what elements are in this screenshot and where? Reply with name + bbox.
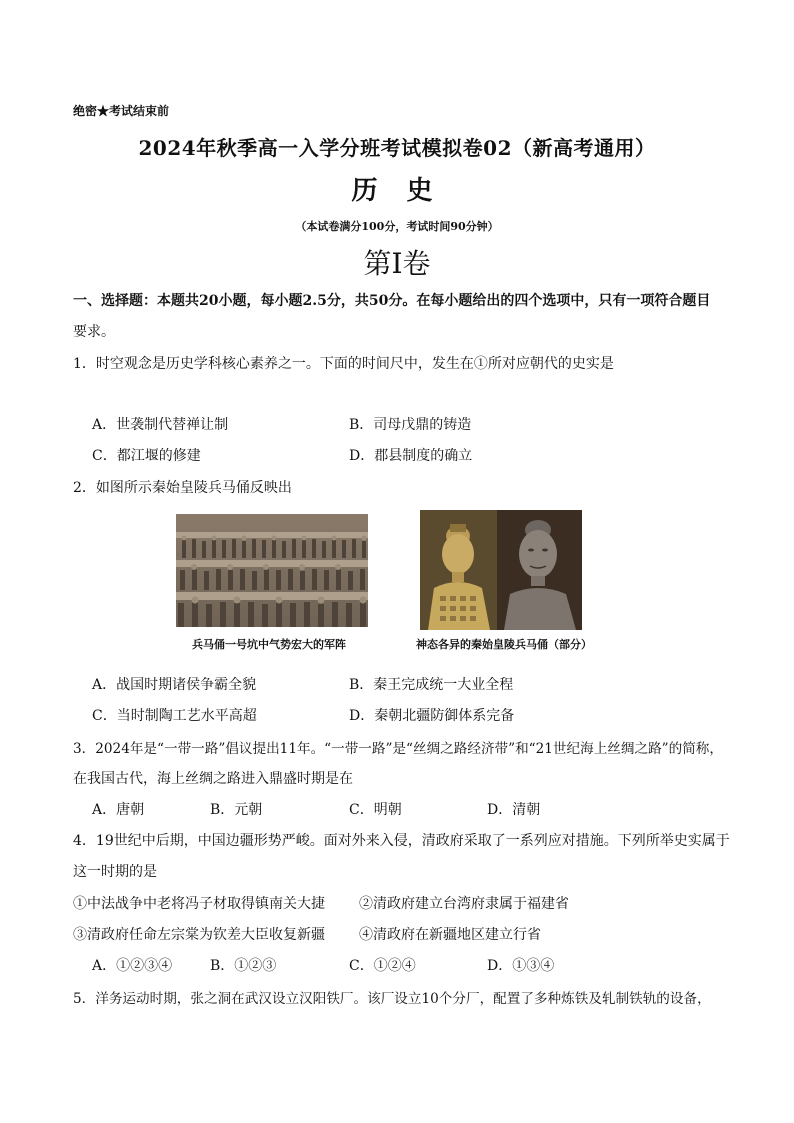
question-4-stem-line2: 这一时期的是	[73, 864, 157, 880]
question-5-stem-line1: 5．洋务运动时期，张之洞在武汉设立汉阳铁厂。该厂设立10个分厂，配置了多种炼铁及轧制铁轨的设备，	[73, 991, 711, 1007]
terracotta-warriors-photo	[420, 510, 582, 630]
q4-item-3: ③清政府任命左宗棠为钦差大臣收复新疆	[73, 927, 325, 943]
q2-caption-right: 神态各异的秦始皇陵兵马俑（部分）	[416, 638, 592, 651]
q1-option-a[interactable]: A．世袭制代替禅让制	[92, 417, 229, 433]
q3-option-d[interactable]: D．清朝	[487, 802, 541, 818]
q1-option-c[interactable]: C．都江堰的修建	[92, 448, 201, 464]
q3-option-c[interactable]: C．明朝	[349, 802, 402, 818]
q1-option-b[interactable]: B．司母戊鼎的铸造	[349, 417, 472, 433]
question-3-stem-line2: 在我国古代，海上丝绸之路进入鼎盛时期是在	[73, 771, 353, 787]
subject-title: 历 史	[351, 176, 443, 206]
section-heading-line1: 一、选择题：本题共20小题，每小题2.5分，共50分。在每小题给出的四个选项中，只有一项符合题目	[73, 293, 711, 309]
question-3-stem-line1: 3．2024年是“一带一路”倡议提出11年。“一带一路”是“丝绸之路经济带”和“21世纪海上丝绸之路”的简称，	[73, 741, 723, 757]
q3-option-a[interactable]: A．唐朝	[92, 802, 145, 818]
exam-note: （本试卷满分100分，考试时间90分钟）	[295, 220, 499, 233]
q4-item-2: ②清政府建立台湾府隶属于福建省	[359, 896, 569, 912]
q1-option-d[interactable]: D．郡县制度的确立	[349, 448, 473, 464]
q2-option-d[interactable]: D．秦朝北疆防御体系完备	[349, 708, 515, 724]
question-4-stem-line1: 4．19世纪中后期，中国边疆形势严峻。面对外来入侵，清政府采取了一系列应对措施。下列所举史实属于	[73, 833, 730, 849]
q4-item-1: ①中法战争中老将冯子材取得镇南关大捷	[73, 896, 325, 912]
q2-option-a[interactable]: A．战国时期诸侯争霸全貌	[92, 677, 257, 693]
q4-item-4: ④清政府在新疆地区建立行省	[359, 927, 541, 943]
question-2-stem: 2．如图所示秦始皇陵兵马俑反映出	[73, 480, 292, 496]
q2-option-c[interactable]: C．当时制陶工艺水平高超	[92, 708, 257, 724]
confidential-label: 绝密★考试结束前	[73, 104, 170, 118]
exam-title: 2024年秋季高一入学分班考试模拟卷02（新高考通用）	[138, 136, 656, 160]
q4-option-d[interactable]: D．①③④	[487, 958, 555, 974]
terracotta-army-pit-photo	[176, 514, 368, 627]
q2-caption-left: 兵马俑一号坑中气势宏大的军阵	[192, 638, 346, 651]
q3-option-b[interactable]: B．元朝	[210, 802, 263, 818]
q4-option-c[interactable]: C．①②④	[349, 958, 416, 974]
q4-option-a[interactable]: A．①②③④	[92, 958, 173, 974]
volume-title: 第Ⅰ卷	[363, 247, 431, 280]
q2-option-b[interactable]: B．秦王完成统一大业全程	[349, 677, 514, 693]
section-heading-line2: 要求。	[73, 324, 115, 340]
question-1-stem: 1．时空观念是历史学科核心素养之一。下面的时间尺中，发生在①所对应朝代的史实是	[73, 356, 614, 372]
q4-option-b[interactable]: B．①②③	[210, 958, 277, 974]
